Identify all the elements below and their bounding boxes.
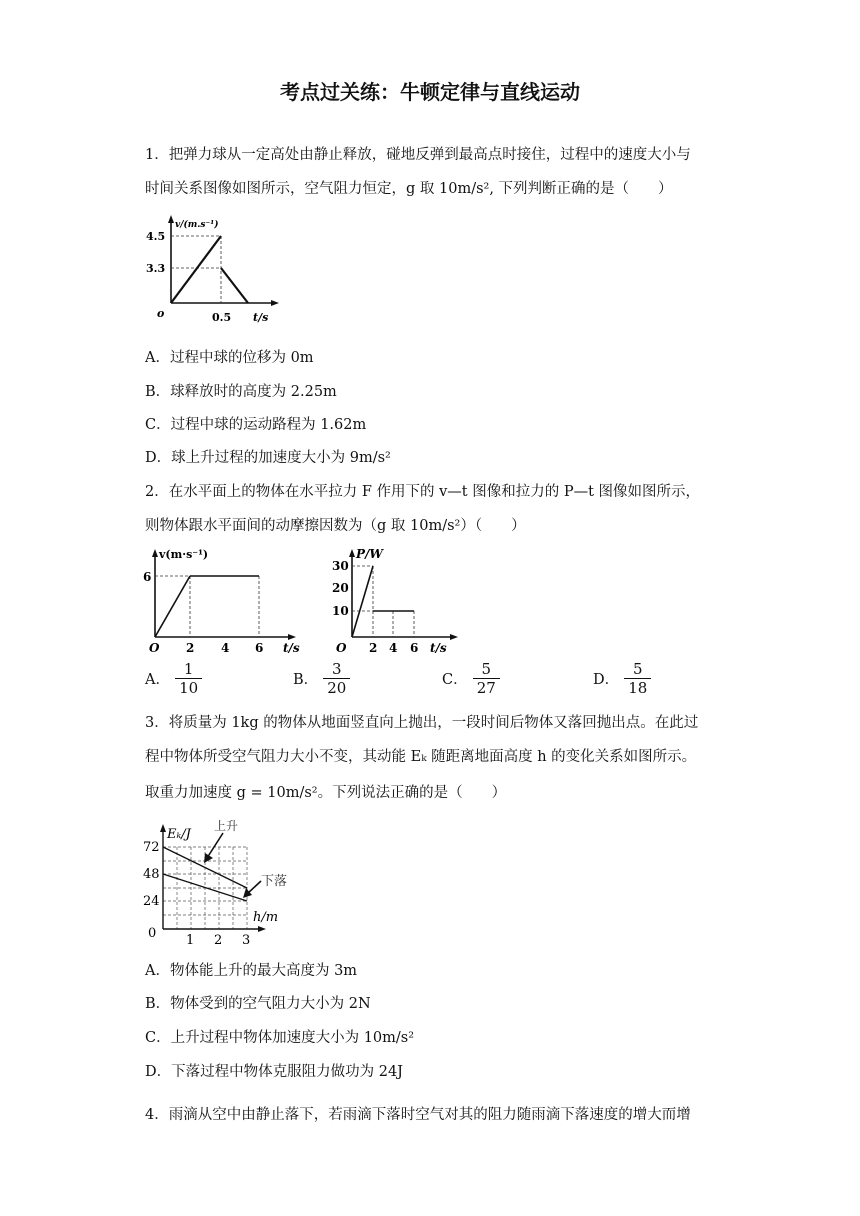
q2-option-c: C． $\frac{5}{27}$: [442, 660, 500, 697]
q3-option-c: C．上升过程中物体加速度大小为 10m/s²: [145, 1030, 415, 1046]
q1-option-b: B．球释放时的高度为 2.25m: [145, 384, 337, 400]
q3-stem-line3: 取重力加速度 g = 10m/s²。下列说法正确的是（ ）: [145, 785, 507, 801]
q2-vt-tick-6: 6: [143, 570, 152, 584]
fraction: $\frac{3}{20}$: [323, 660, 350, 697]
fraction: $\frac{5}{27}$: [473, 660, 500, 697]
q3-graph-tick-48: 48: [143, 867, 160, 882]
q2-vt-origin: O: [149, 641, 160, 655]
fraction: $\frac{1}{10}$: [175, 660, 202, 697]
q2-stem-line2: 则物体跟水平面间的动摩擦因数为（g 取 10m/s²）（ ）: [145, 518, 526, 534]
q2-pt-graph: [330, 546, 465, 656]
q1-graph-tick-0.5: 0.5: [212, 311, 232, 324]
q2-vt-tick-4: 4: [221, 641, 230, 655]
fraction: $\frac{5}{18}$: [624, 660, 651, 697]
q2-pt-tick-2: 2: [369, 641, 378, 655]
q2-vt-y-label: v(m·s⁻¹): [159, 548, 209, 561]
q1-option-d: D．球上升过程的加速度大小为 9m/s²: [145, 450, 391, 466]
page-title: 考点过关练：牛顿定律与直线运动: [280, 80, 580, 104]
q1-graph-x-label: t/s: [253, 311, 269, 324]
q1-graph-tick-3.3: 3.3: [146, 262, 166, 275]
q3-graph-tick-3: 3: [242, 933, 251, 947]
q2-pt-x-label: t/s: [430, 641, 447, 655]
q3-option-d: D．下落过程中物体克服阻力做功为 24J: [145, 1064, 403, 1080]
q1-option-a: A．过程中球的位移为 0m: [145, 350, 314, 366]
q3-graph-tick-1: 1: [186, 933, 195, 947]
q1-stem-line2: 时间关系图像如图所示，空气阻力恒定，g 取 10m/s², 下列判断正确的是（ ）: [145, 181, 673, 197]
q1-option-c: C．过程中球的运动路程为 1.62m: [145, 417, 367, 433]
q3-ek-h-graph: [143, 815, 303, 947]
q2-pt-tick-4: 4: [389, 641, 398, 655]
q2-option-b: B． $\frac{3}{20}$: [293, 660, 350, 697]
q2-pt-tick-30: 30: [332, 559, 349, 573]
q3-graph-tick-72: 72: [143, 840, 160, 855]
q3-stem-line1: 3．将质量为 1kg 的物体从地面竖直向上抛出，一段时间后物体又落回抛出点。在此过: [145, 715, 699, 731]
q3-graph-tick-24: 24: [143, 894, 160, 909]
q2-vt-tick-2: 2: [186, 641, 195, 655]
q3-graph-origin: 0: [148, 926, 157, 941]
q2-vt-graph: [143, 546, 313, 656]
q2-option-d: D． $\frac{5}{18}$: [593, 660, 651, 697]
q2-pt-tick-20: 20: [332, 581, 349, 595]
q2-pt-tick-6: 6: [410, 641, 419, 655]
q1-vt-graph: [145, 213, 285, 328]
q3-option-b: B．物体受到的空气阻力大小为 2N: [145, 996, 371, 1012]
q4-stem-line1: 4．雨滴从空中由静止落下，若雨滴下落时空气对其的阻力随雨滴下落速度的增大而增: [145, 1107, 691, 1123]
q3-graph-label-up: 上升: [214, 819, 239, 833]
q3-graph-y-label: Eₖ/J: [167, 827, 191, 842]
q2-option-a: A． $\frac{1}{10}$: [145, 660, 202, 697]
q1-graph-tick-4.5: 4.5: [146, 230, 166, 243]
q2-pt-y-label: P/W: [356, 547, 383, 561]
q2-stem-line1: 2．在水平面上的物体在水平拉力 F 作用下的 v—t 图像和拉力的 P—t 图像如图所示，: [145, 484, 701, 500]
q2-pt-tick-10: 10: [332, 604, 349, 618]
q2-pt-origin: O: [336, 641, 347, 655]
q3-option-a: A．物体能上升的最大高度为 3m: [145, 963, 358, 979]
q1-graph-y-label: v/(m.s⁻¹): [175, 220, 219, 230]
q3-graph-label-down: 下落: [261, 874, 288, 889]
q2-vt-tick-6-x: 6: [255, 641, 264, 655]
q3-graph-tick-2: 2: [214, 933, 223, 947]
q1-stem-line1: 1．把弹力球从一定高处由静止释放，碰地反弹到最高点时接住，过程中的速度大小与: [145, 147, 691, 163]
q3-graph-x-label: h/m: [253, 910, 279, 925]
q2-vt-x-label: t/s: [283, 641, 300, 655]
q3-stem-line2: 程中物体所受空气阻力大小不变，其动能 Eₖ 随距离地面高度 h 的变化关系如图所示。: [145, 749, 697, 765]
q1-graph-origin: o: [157, 307, 165, 320]
